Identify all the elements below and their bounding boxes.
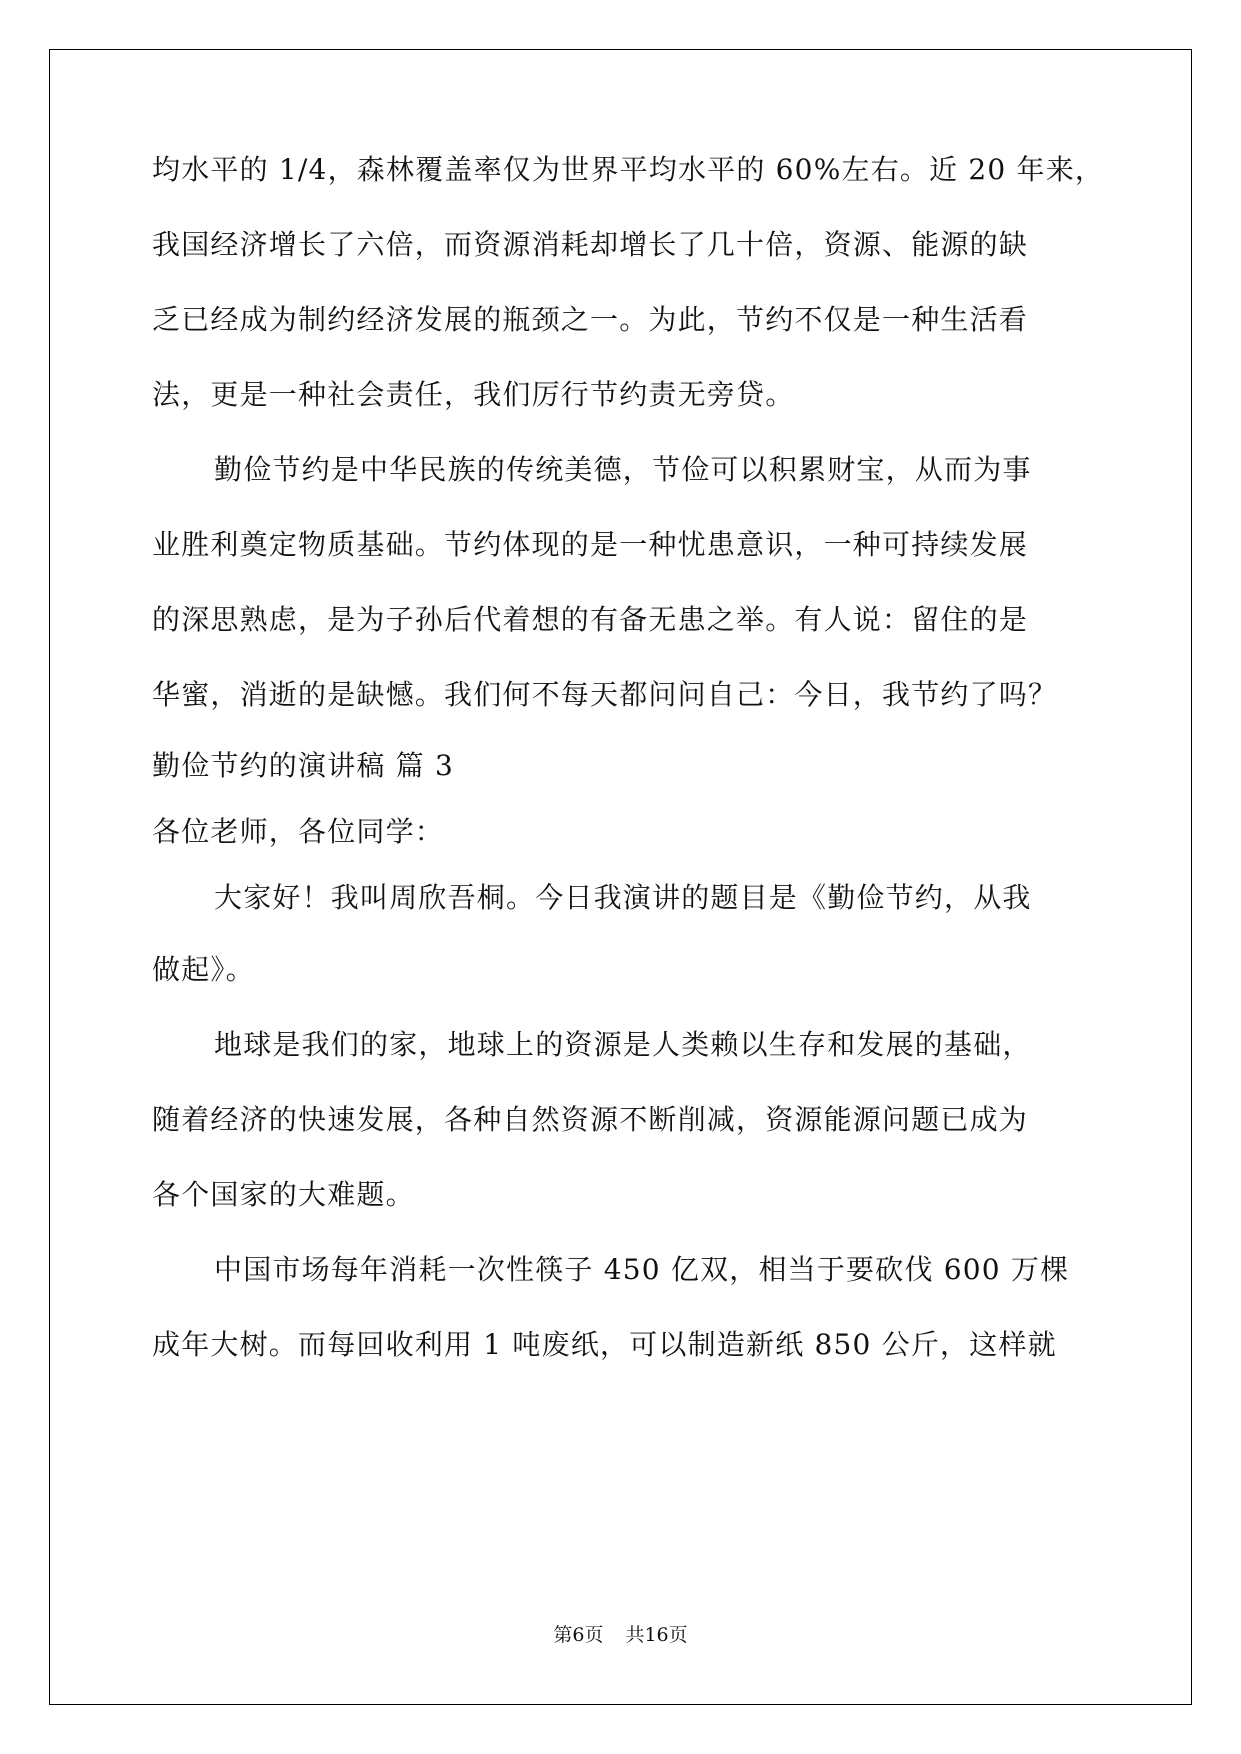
body-line-4: 法，更是一种社会责任，我们厉行节约责无旁贷。 (152, 378, 795, 411)
body-line-17: 成年大树。而每回收利用 1 吨废纸，可以制造新纸 850 公斤，这样就 (152, 1328, 1057, 1361)
body-line-6: 业胜利奠定物质基础。节约体现的是一种忧患意识，一种可持续发展 (152, 528, 1029, 561)
body-line-11: 大家好！我叫周欣吾桐。今日我演讲的题目是《勤俭节约，从我 (214, 881, 1032, 914)
body-line-8: 华蜜，消逝的是缺憾。我们何不每天都问问自己：今日，我节约了吗？ (152, 678, 1058, 711)
body-line-3: 乏已经成为制约经济发展的瓶颈之一。为此，节约不仅是一种生活看 (152, 303, 1029, 336)
body-line-5: 勤俭节约是中华民族的传统美德，节俭可以积累财宝，从而为事 (214, 453, 1032, 486)
page-number: 第6页 (553, 1624, 604, 1646)
body-line-16: 中国市场每年消耗一次性筷子 450 亿双，相当于要砍伐 600 万棵 (214, 1253, 1070, 1286)
page-border (49, 49, 1192, 1705)
body-line-14: 随着经济的快速发展，各种自然资源不断削减，资源能源问题已成为 (152, 1103, 1029, 1136)
salutation: 各位老师，各位同学： (152, 815, 445, 848)
body-line-12: 做起》。 (152, 953, 255, 986)
body-line-15: 各个国家的大难题。 (152, 1178, 415, 1211)
section-heading: 勤俭节约的演讲稿 篇 3 (152, 749, 455, 782)
body-line-1: 均水平的 1/4，森林覆盖率仅为世界平均水平的 60%左右。近 20 年来， (152, 153, 1105, 186)
body-line-7: 的深思熟虑，是为子孙后代着想的有备无患之举。有人说：留住的是 (152, 603, 1029, 636)
body-line-2: 我国经济增长了六倍，而资源消耗却增长了几十倍，资源、能源的缺 (152, 228, 1029, 261)
page-total: 共16页 (625, 1624, 688, 1646)
page-footer (0, 1622, 1241, 1648)
body-line-13: 地球是我们的家，地球上的资源是人类赖以生存和发展的基础， (214, 1028, 1032, 1061)
